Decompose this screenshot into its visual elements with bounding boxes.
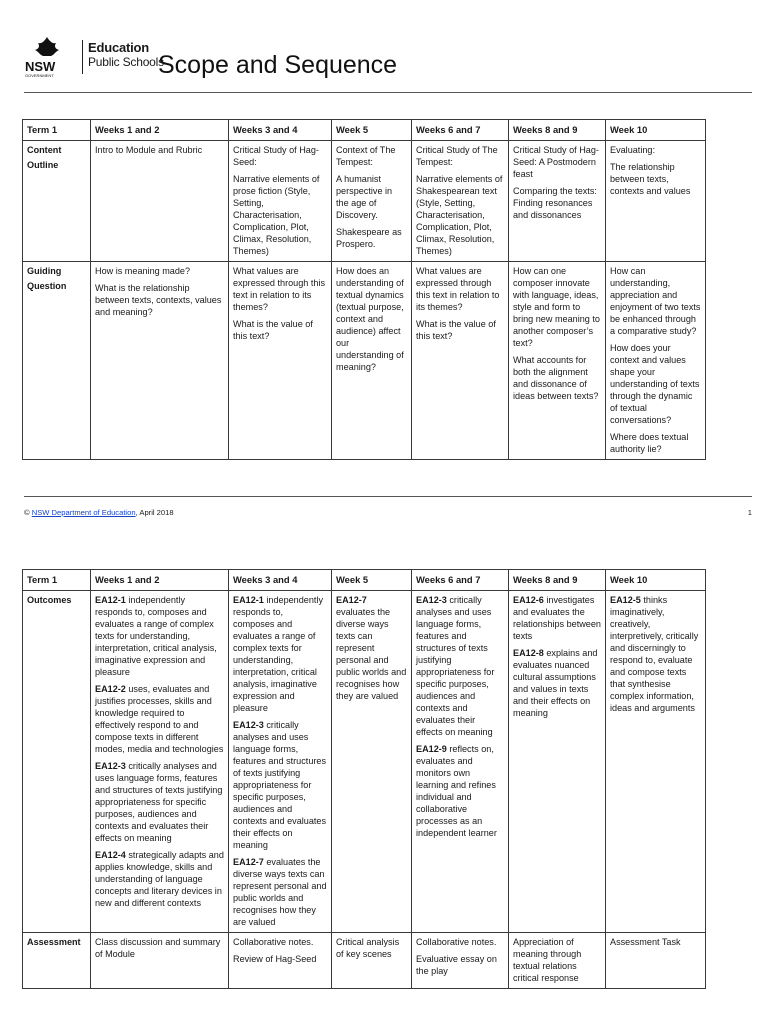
scope-table-page-1	[22, 119, 706, 460]
column-header: Week 10	[606, 570, 706, 591]
column-header: Term 1	[23, 120, 91, 141]
table-cell	[332, 262, 412, 460]
cell-paragraph: Class discussion and summary of Module	[95, 937, 221, 959]
waratah-logo-icon	[24, 34, 70, 78]
table-cell	[91, 591, 229, 933]
outcome-item	[95, 760, 224, 844]
row-label-line: Outline	[27, 160, 59, 170]
column-header: Weeks 6 and 7	[412, 570, 509, 591]
brand-line-1: Education	[88, 40, 150, 55]
column-header: Weeks 8 and 9	[509, 120, 606, 141]
outcome-text: critically analyses and uses language forms, features and structures of texts justifying appropriateness for specific purposes, audiences and contexts and evaluates their effects on meaning	[416, 595, 495, 737]
outcome-item	[233, 594, 327, 714]
cell-paragraph: Comparing the texts: Finding resonances and dissonances	[513, 186, 597, 220]
cell-paragraph: Critical Study of Hag-Seed: A Postmodern feast	[513, 145, 599, 179]
cell-paragraph: What is the relationship between texts, contexts, values and meaning?	[95, 283, 222, 317]
cell-paragraph: Evaluating:	[610, 145, 655, 155]
outcome-code: EA12-4	[95, 850, 126, 860]
column-header: Weeks 6 and 7	[412, 120, 509, 141]
cell-paragraph: What is the value of this text?	[416, 319, 496, 341]
cell-paragraph: Where does textual authority lie?	[610, 432, 689, 454]
cell-paragraph: Evaluative essay on the play	[416, 954, 497, 976]
table-cell	[229, 933, 332, 989]
cell-paragraph: How does an understanding of textual dynamics (textual purpose, context and audience) affect our understanding of meaning?	[336, 266, 404, 372]
outcome-item	[233, 856, 327, 928]
outcome-code: EA12-9	[416, 744, 447, 754]
table-cell	[606, 262, 706, 460]
cell-paragraph: A humanist perspective in the age of Discovery.	[336, 174, 393, 220]
outcome-text: evaluates the diverse ways texts can represent personal and public worlds and recognises how they are valued	[336, 607, 407, 701]
outcome-item	[416, 594, 504, 738]
table-cell	[509, 591, 606, 933]
table-cell	[509, 141, 606, 262]
column-header: Weeks 3 and 4	[229, 120, 332, 141]
table-header-row	[23, 120, 706, 141]
copyright-symbol: ©	[24, 508, 30, 517]
outcome-text: independently responds to, composes and evaluates a range of complex texts for understanding, interpretation, critical analysis, imaginative expression and pleasure	[95, 595, 217, 677]
cell-paragraph: How is meaning made?	[95, 266, 191, 276]
row-label	[23, 141, 91, 262]
table-cell	[509, 262, 606, 460]
cell-paragraph: Context of The Tempest:	[336, 145, 396, 167]
outcome-text: investigates and evaluates the relationships between texts	[513, 595, 601, 641]
table-cell	[412, 933, 509, 989]
outcome-text: critically analyses and uses language forms, features and structures of texts justifying appropriateness for specific purposes, audiences and contexts and evaluates their effects on meaning	[95, 761, 223, 843]
cell-paragraph: Collaborative notes.	[416, 937, 497, 947]
outcome-item	[416, 743, 504, 839]
outcome-text: strategically adapts and applies knowledge, skills and understanding of language concepts and literary devices in new and different contexts	[95, 850, 224, 908]
table-cell	[332, 933, 412, 989]
cell-paragraph: Narrative elements of Shakespearean text (Style, Setting, Characterisation, Complication, Plot, Climax, Resolution, Themes)	[416, 174, 503, 256]
scope-table-page-2	[22, 569, 706, 989]
cell-paragraph: Assessment Task	[610, 937, 681, 947]
header-divider	[24, 92, 752, 93]
table-cell	[509, 933, 606, 989]
cell-paragraph: Review of Hag-Seed	[233, 954, 317, 964]
column-header: Weeks 8 and 9	[509, 570, 606, 591]
page-number: 1	[747, 508, 752, 517]
outcome-text: uses, evaluates and justifies processes, skills and knowledge required to effectively respond to and compose texts in different modes, media and technologies	[95, 684, 224, 754]
table-cell	[91, 262, 229, 460]
outcome-item	[95, 683, 224, 755]
brand-line-2: Public Schools	[88, 55, 164, 69]
brand-wordmark	[82, 40, 164, 74]
outcome-code: EA12-1	[95, 595, 126, 605]
outcome-item	[610, 594, 701, 714]
outcome-item	[95, 849, 224, 909]
department-link[interactable]: NSW Department of Education	[31, 508, 136, 517]
outcome-code: EA12-7	[336, 595, 367, 605]
row-label-line: Content	[27, 145, 62, 155]
cell-paragraph: Critical Study of The Tempest:	[416, 145, 498, 167]
outcome-code: EA12-8	[513, 648, 544, 658]
row-label-line: Guiding	[27, 266, 62, 276]
page-header	[24, 34, 752, 80]
cell-paragraph: Critical analysis of key scenes	[336, 937, 400, 959]
table-cell	[412, 141, 509, 262]
outcome-code: EA12-3	[95, 761, 126, 771]
table-cell	[606, 591, 706, 933]
table-cell	[412, 591, 509, 933]
outcome-text: independently responds to, composes and evaluates a range of complex texts for understanding, interpretation, critical analysis, imaginative expression and pleasure	[233, 595, 324, 713]
outcome-item	[336, 606, 407, 702]
table-cell	[229, 141, 332, 262]
page-title: Scope and Sequence	[158, 51, 398, 79]
table-cell	[606, 933, 706, 989]
row-label	[23, 262, 91, 460]
page-footer	[24, 508, 752, 517]
cell-paragraph: Intro to Module and Rubric	[95, 145, 203, 155]
column-header: Week 10	[606, 120, 706, 141]
outcome-text: evaluates the diverse ways texts can represent personal and public worlds and recognises how they are valued	[233, 857, 327, 927]
column-header: Weeks 3 and 4	[229, 570, 332, 591]
table-cell	[606, 141, 706, 262]
table-row	[23, 141, 706, 262]
outcome-item	[513, 647, 601, 719]
outcome-text: thinks imaginatively, creatively, interpretively, critically and discerningly to respond to, evaluate and compose texts that synthesise complex information, ideas and arguments	[610, 595, 699, 713]
outcome-code: EA12-5	[610, 595, 641, 605]
footer-divider	[24, 496, 752, 497]
column-header: Weeks 1 and 2	[91, 570, 229, 591]
cell-paragraph: How does your context and values shape your understanding of texts through the dynamic of textual conversations?	[610, 343, 700, 425]
outcomes-row	[23, 591, 706, 933]
outcome-code: EA12-2	[95, 684, 126, 694]
outcome-code: EA12-6	[513, 595, 544, 605]
table-cell	[91, 933, 229, 989]
cell-paragraph: What values are expressed through this text in relation to its themes?	[233, 266, 326, 312]
table-cell	[91, 141, 229, 262]
cell-paragraph: Collaborative notes.	[233, 937, 314, 947]
cell-paragraph: Appreciation of meaning through textual relations critical response	[513, 937, 582, 983]
table-cell	[412, 262, 509, 460]
table-cell	[332, 591, 412, 933]
outcome-text: critically analyses and uses language forms, features and structures of texts justifying appropriateness for specific purposes, audiences and contexts and evaluates their effects on meaning	[233, 720, 327, 850]
outcome-item	[95, 594, 224, 678]
row-label-line: Question	[27, 281, 67, 291]
cell-paragraph: Narrative elements of prose fiction (Style, Setting, Characterisation, Complication, Plot, Climax, Resolution, Themes)	[233, 174, 320, 256]
outcome-item	[233, 719, 327, 851]
outcome-code: EA12-3	[416, 595, 447, 605]
table-header-row	[23, 570, 706, 591]
cell-paragraph: What is the value of this text?	[233, 319, 313, 341]
row-label: Assessment	[23, 933, 91, 989]
outcome-text: reflects on, evaluates and monitors own learning and refines individual and collaborative processes as an independent learner	[416, 744, 497, 838]
outcome-code: EA12-1	[233, 595, 264, 605]
column-header: Weeks 1 and 2	[91, 120, 229, 141]
cell-paragraph: How can understanding, appreciation and enjoyment of two texts be enhanced through a comparative study?	[610, 266, 701, 336]
table-row	[23, 262, 706, 460]
column-header: Week 5	[332, 120, 412, 141]
svg-text:NSW: NSW	[25, 59, 56, 74]
assessment-row	[23, 933, 706, 989]
outcome-code: EA12-3	[233, 720, 264, 730]
table-cell	[229, 262, 332, 460]
table-cell	[229, 591, 332, 933]
cell-paragraph: Shakespeare as Prospero.	[336, 227, 402, 249]
cell-paragraph: What values are expressed through this text in relation to its themes?	[416, 266, 500, 312]
cell-paragraph: The relationship between texts, contexts and values	[610, 162, 691, 196]
outcome-text: explains and evaluates nuanced cultural assumptions and values in texts and their effects on meaning	[513, 648, 598, 718]
cell-paragraph: What accounts for both the alignment and dissonance of ideas between texts?	[513, 355, 599, 401]
column-header: Week 5	[332, 570, 412, 591]
cell-paragraph: Critical Study of Hag-Seed:	[233, 145, 319, 167]
outcome-code: EA12-7	[233, 857, 264, 867]
cell-paragraph: How can one composer innovate with language, ideas, style and form to bring new meaning to another composer’s text?	[513, 266, 600, 348]
outcome-item	[513, 594, 601, 642]
column-header: Term 1	[23, 570, 91, 591]
row-label: Outcomes	[23, 591, 91, 933]
table-cell	[332, 141, 412, 262]
svg-text:GOVERNMENT: GOVERNMENT	[25, 73, 54, 78]
footer-date: , April 2018	[135, 508, 174, 517]
